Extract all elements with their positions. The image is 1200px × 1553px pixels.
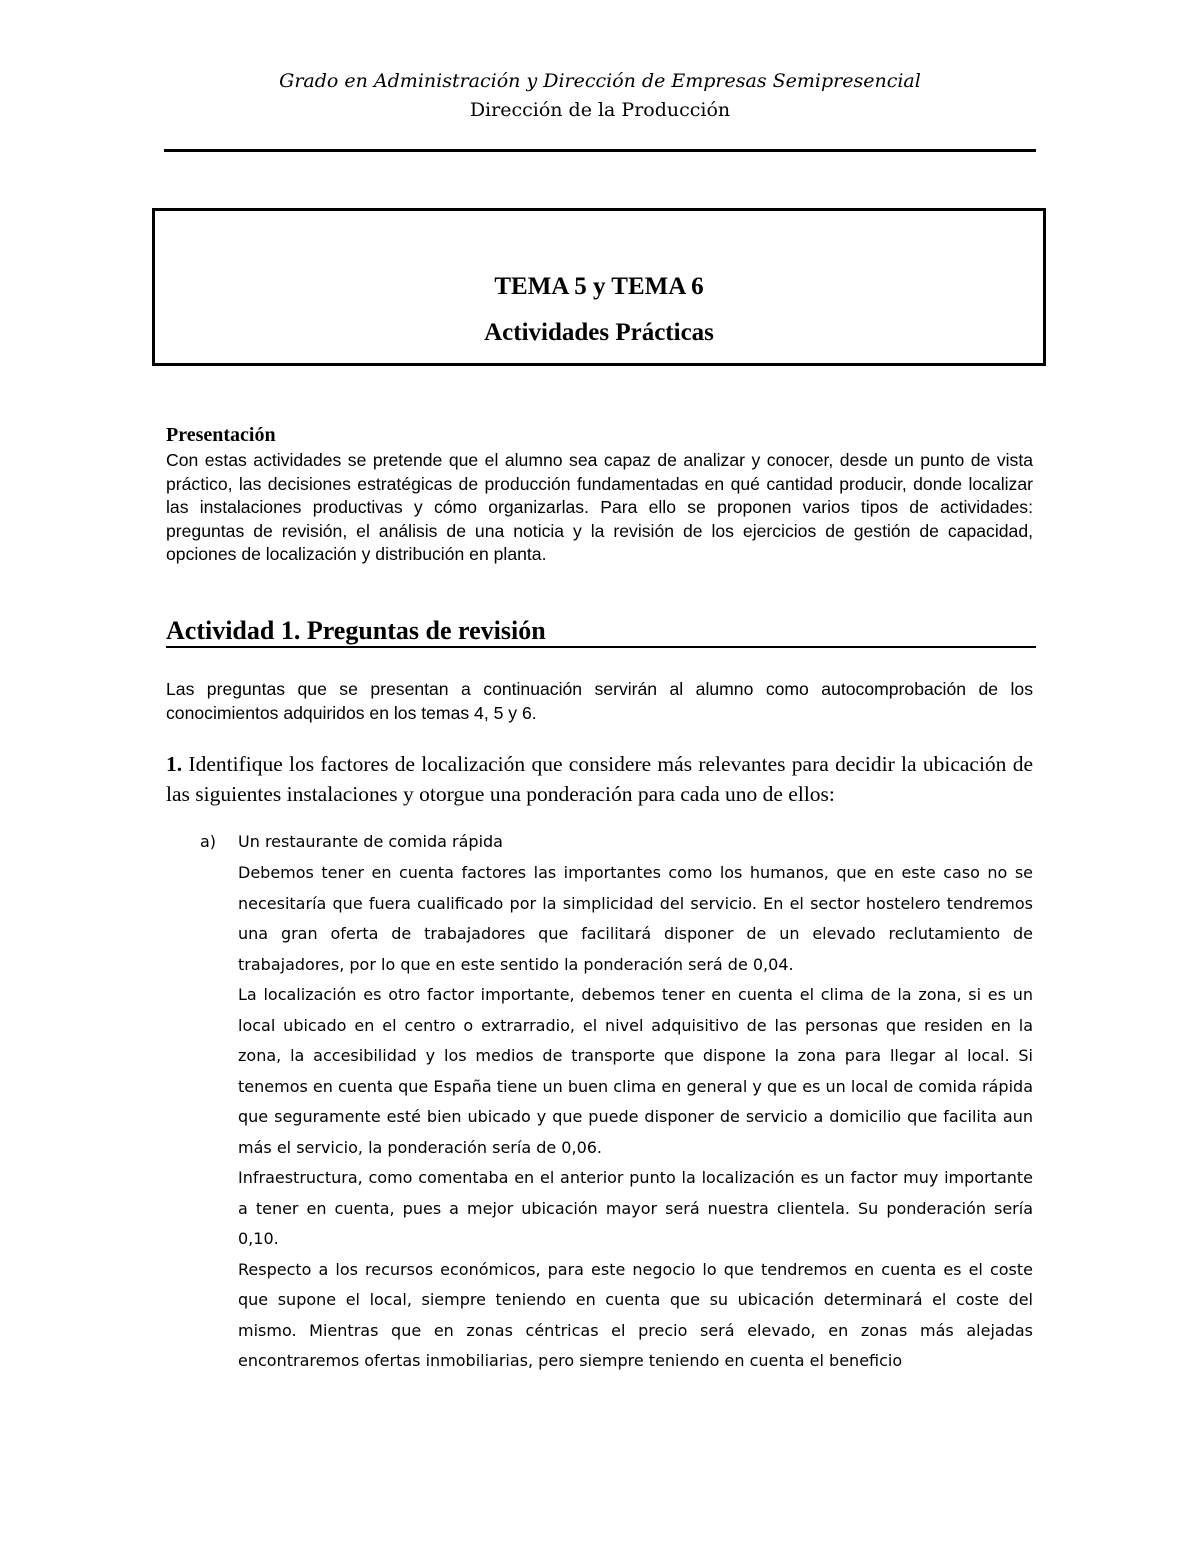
- header-divider: [164, 149, 1036, 152]
- activity-1-intro: Las preguntas que se presentan a continuación servirán al alumno como autocomprobación de los conocimientos adquiridos en los temas 4, 5 y 6.: [166, 679, 1033, 723]
- presentation-heading: Presentación: [166, 424, 276, 446]
- list-item-title: Un restaurante de comida rápida: [238, 832, 503, 851]
- answer-paragraph: Respecto a los recursos económicos, para este negocio lo que tendremos en cuenta es el coste que supone el local, siempre teniendo en cuenta que su ubicación determinará el coste del mismo. Mientras que en zonas céntricas el precio será elevado, en zonas más alejadas encontraremos ofertas inmobiliarias, pero siempre teniendo en cuenta el beneficio: [238, 1259, 1033, 1370]
- question-number: 1.: [166, 752, 183, 776]
- question-1: [166, 749, 1033, 809]
- title-box: [152, 208, 1046, 366]
- activity-1-heading: Actividad 1. Preguntas de revisión: [166, 616, 546, 645]
- page-title: TEMA 5 y TEMA 6: [494, 273, 704, 300]
- activity-1-underline: [166, 646, 1036, 648]
- presentation-text: Con estas actividades se pretende que el alumno sea capaz de analizar y conocer, desde un punto de vista práctico, las decisiones estratégicas de producción fundamentadas en qué cantidad producir, donde localizar las instalaciones productivas y cómo organizarlas. Para ello se proponen varios tipos de actividades: preguntas de revisión, el análisis de una noticia y la revisión de los ejercicios de gestión de capacidad, opciones de localización y distribución en planta.: [166, 450, 1033, 564]
- header-program: Grado en Administración y Dirección de Empresas Semipresencial: [279, 70, 921, 92]
- answer-paragraph: La localización es otro factor importante, debemos tener en cuenta el clima de la zona, si es un local ubicado en el centro o extrarradio, el nivel adquisitivo de las personas que residen en la zona, la accesibilidad y los medios de transporte que dispone la zona para llegar al local. Si tenemos en cuenta que España tiene un buen clima en general y que es un local de comida rápida que seguramente esté bien ubicado y que puede disponer de servicio a domicilio que facilita aun más el servicio, la ponderación sería de 0,06.: [238, 985, 1033, 1157]
- answer-paragraph: Infraestructura, como comentaba en el anterior punto la localización es un factor muy importante a tener en cuenta, pues a mejor ubicación mayor será nuestra clientela. Su ponderación sería 0,10.: [238, 1168, 1033, 1248]
- list-item-label: a): [200, 832, 217, 851]
- answer-paragraph: Debemos tener en cuenta factores las importantes como los humanos, que en este caso no se necesitaría que fuera cualificado por la simplicidad del servicio. En el sector hostelero tendremos una gran oferta de trabajadores que facilitará disponer de un elevado reclutamiento de trabajadores, por lo que en este sentido la ponderación será de 0,04.: [238, 863, 1033, 974]
- answer-body: [238, 858, 1033, 1377]
- question-text: Identifique los factores de localización que considere más relevantes para decidir la ubicación de las siguientes instalaciones y otorgue una ponderación para cada uno de ellos:: [166, 752, 1033, 806]
- page-subtitle: Actividades Prácticas: [484, 319, 714, 346]
- header-course: Dirección de la Producción: [469, 99, 731, 121]
